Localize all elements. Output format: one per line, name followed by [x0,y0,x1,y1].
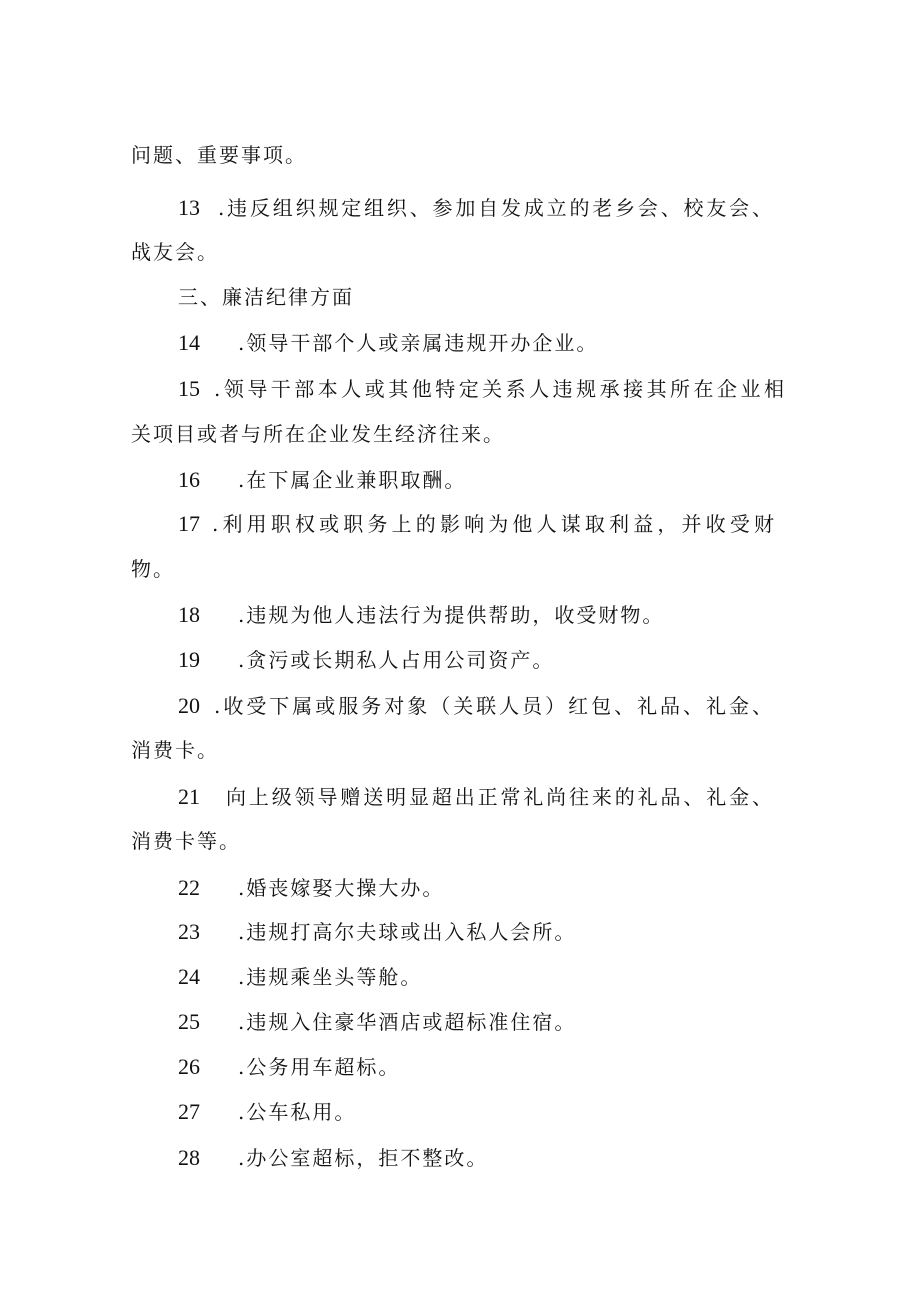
item-number: 16 [178,467,200,492]
item-text: .收受下属或服务对象（关联人员）红包、礼品、礼金、 [214,694,772,718]
item-text: .违规为他人违法行为提供帮助，收受财物。 [238,603,665,627]
item-number: 24 [178,964,200,989]
paragraph-continuation: 关项目或者与所在企业发生经济往来。 [131,422,505,446]
item-number: 27 [178,1099,200,1124]
item-text: .领导干部本人或其他特定关系人违规承接其所在企业相 [214,377,784,401]
section-heading: 三、廉洁纪律方面 [178,285,354,309]
item-number: 26 [178,1054,200,1079]
paragraph-continuation: 战友会。 [131,240,219,264]
paragraph-continuation: 消费卡等。 [131,829,241,853]
item-text: .领导干部个人或亲属违规开办企业。 [238,331,599,355]
item-number: 19 [178,647,200,672]
item-number: 28 [178,1145,200,1170]
item-number: 23 [178,919,200,944]
item-number: 14 [178,330,200,355]
paragraph-continuation: 问题、重要事项。 [131,143,307,167]
item-text: .违规入住豪华酒店或超标准住宿。 [238,1010,577,1034]
item-number: 20 [178,693,200,718]
item-text: .贪污或长期私人占用公司资产。 [238,648,555,672]
item-number: 25 [178,1009,200,1034]
item-text: .在下属企业兼职取酬。 [238,468,467,492]
item-text: .利用职权或职务上的影响为他人谋取利益，并收受财 [212,512,774,536]
item-text: .违规乘坐头等舱。 [238,965,423,989]
paragraph-continuation: 消费卡。 [131,738,219,762]
item-number: 22 [178,875,200,900]
item-text: .公务用车超标。 [238,1055,401,1079]
item-number: 17 [178,511,200,536]
item-text: .公车私用。 [238,1100,357,1124]
item-number: 13 [178,195,200,220]
item-text: .婚丧嫁娶大操大办。 [238,876,445,900]
paragraph-continuation: 物。 [131,557,175,581]
item-number: 21 [178,784,200,809]
item-number: 15 [178,376,200,401]
item-number: 18 [178,602,200,627]
item-text: .违反组织规定组织、参加自发成立的老乡会、校友会、 [218,196,772,220]
item-text: .违规打高尔夫球或出入私人会所。 [238,920,577,944]
item-text: 向上级领导赠送明显超出正常礼尚往来的礼品、礼金、 [226,785,772,809]
item-text: .办公室超标，拒不整改。 [238,1146,489,1170]
